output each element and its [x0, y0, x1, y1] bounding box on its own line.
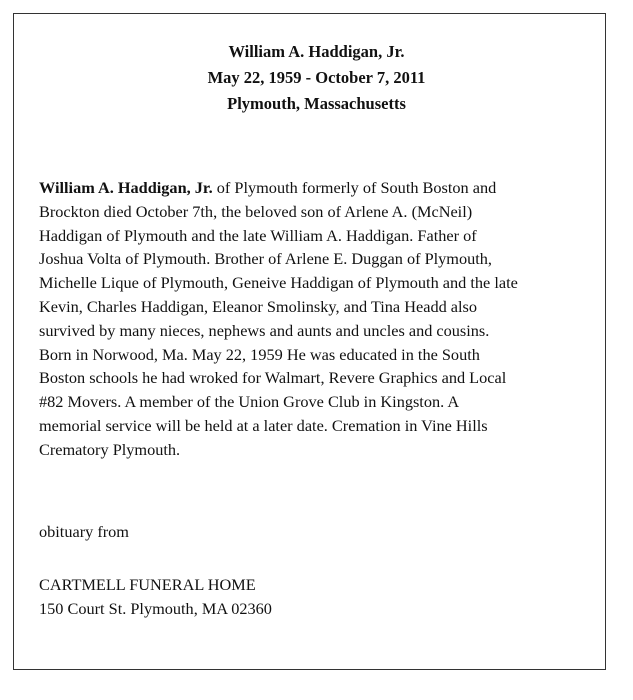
obituary-line: Kevin, Charles Haddigan, Eleanor Smolinsky, and Tina Headd also [39, 296, 478, 316]
obituary-line: memorial service will be held at a later date. Cremation in Vine Hills [39, 415, 488, 435]
obituary-line: Crematory Plymouth. [39, 439, 181, 459]
obituary-header [0, 39, 633, 117]
obituary-line [39, 176, 599, 200]
obituary-line: Haddigan of Plymouth and the late William A. Haddigan. Father of [39, 225, 477, 245]
obituary-line: Boston schools he had wroked for Walmart, Revere Graphics and Local [39, 368, 507, 388]
deceased-name-title: William A. Haddigan, Jr. [228, 42, 405, 61]
obituary-lead-name: William A. Haddigan, Jr. [39, 178, 213, 197]
obituary-line: Born in Norwood, Ma. May 22, 1959 He was educated in the South [39, 344, 480, 364]
obituary-line: Brockton died October 7th, the beloved son of Arlene A. (McNeil) [39, 201, 473, 221]
obituary-body [39, 176, 599, 462]
obituary-line: Michelle Lique of Plymouth, Geneive Haddigan of Plymouth and the late [39, 273, 518, 293]
funeral-home-block [39, 573, 272, 621]
obituary-line: Joshua Volta of Plymouth. Brother of Arlene E. Duggan of Plymouth, [39, 249, 492, 269]
obituary-line: #82 Movers. A member of the Union Grove Club in Kingston. A [39, 392, 460, 412]
life-dates: May 22, 1959 - October 7, 2011 [207, 68, 426, 87]
source-label: obituary from [39, 522, 129, 541]
obituary-line-text: of Plymouth formerly of South Boston and [212, 178, 497, 197]
location: Plymouth, Massachusetts [227, 94, 406, 113]
funeral-home-address: 150 Court St. Plymouth, MA 02360 [39, 599, 272, 618]
funeral-home-name: CARTMELL FUNERAL HOME [39, 575, 256, 594]
obituary-line: survived by many nieces, nephews and aunts and uncles and cousins. [39, 320, 490, 340]
